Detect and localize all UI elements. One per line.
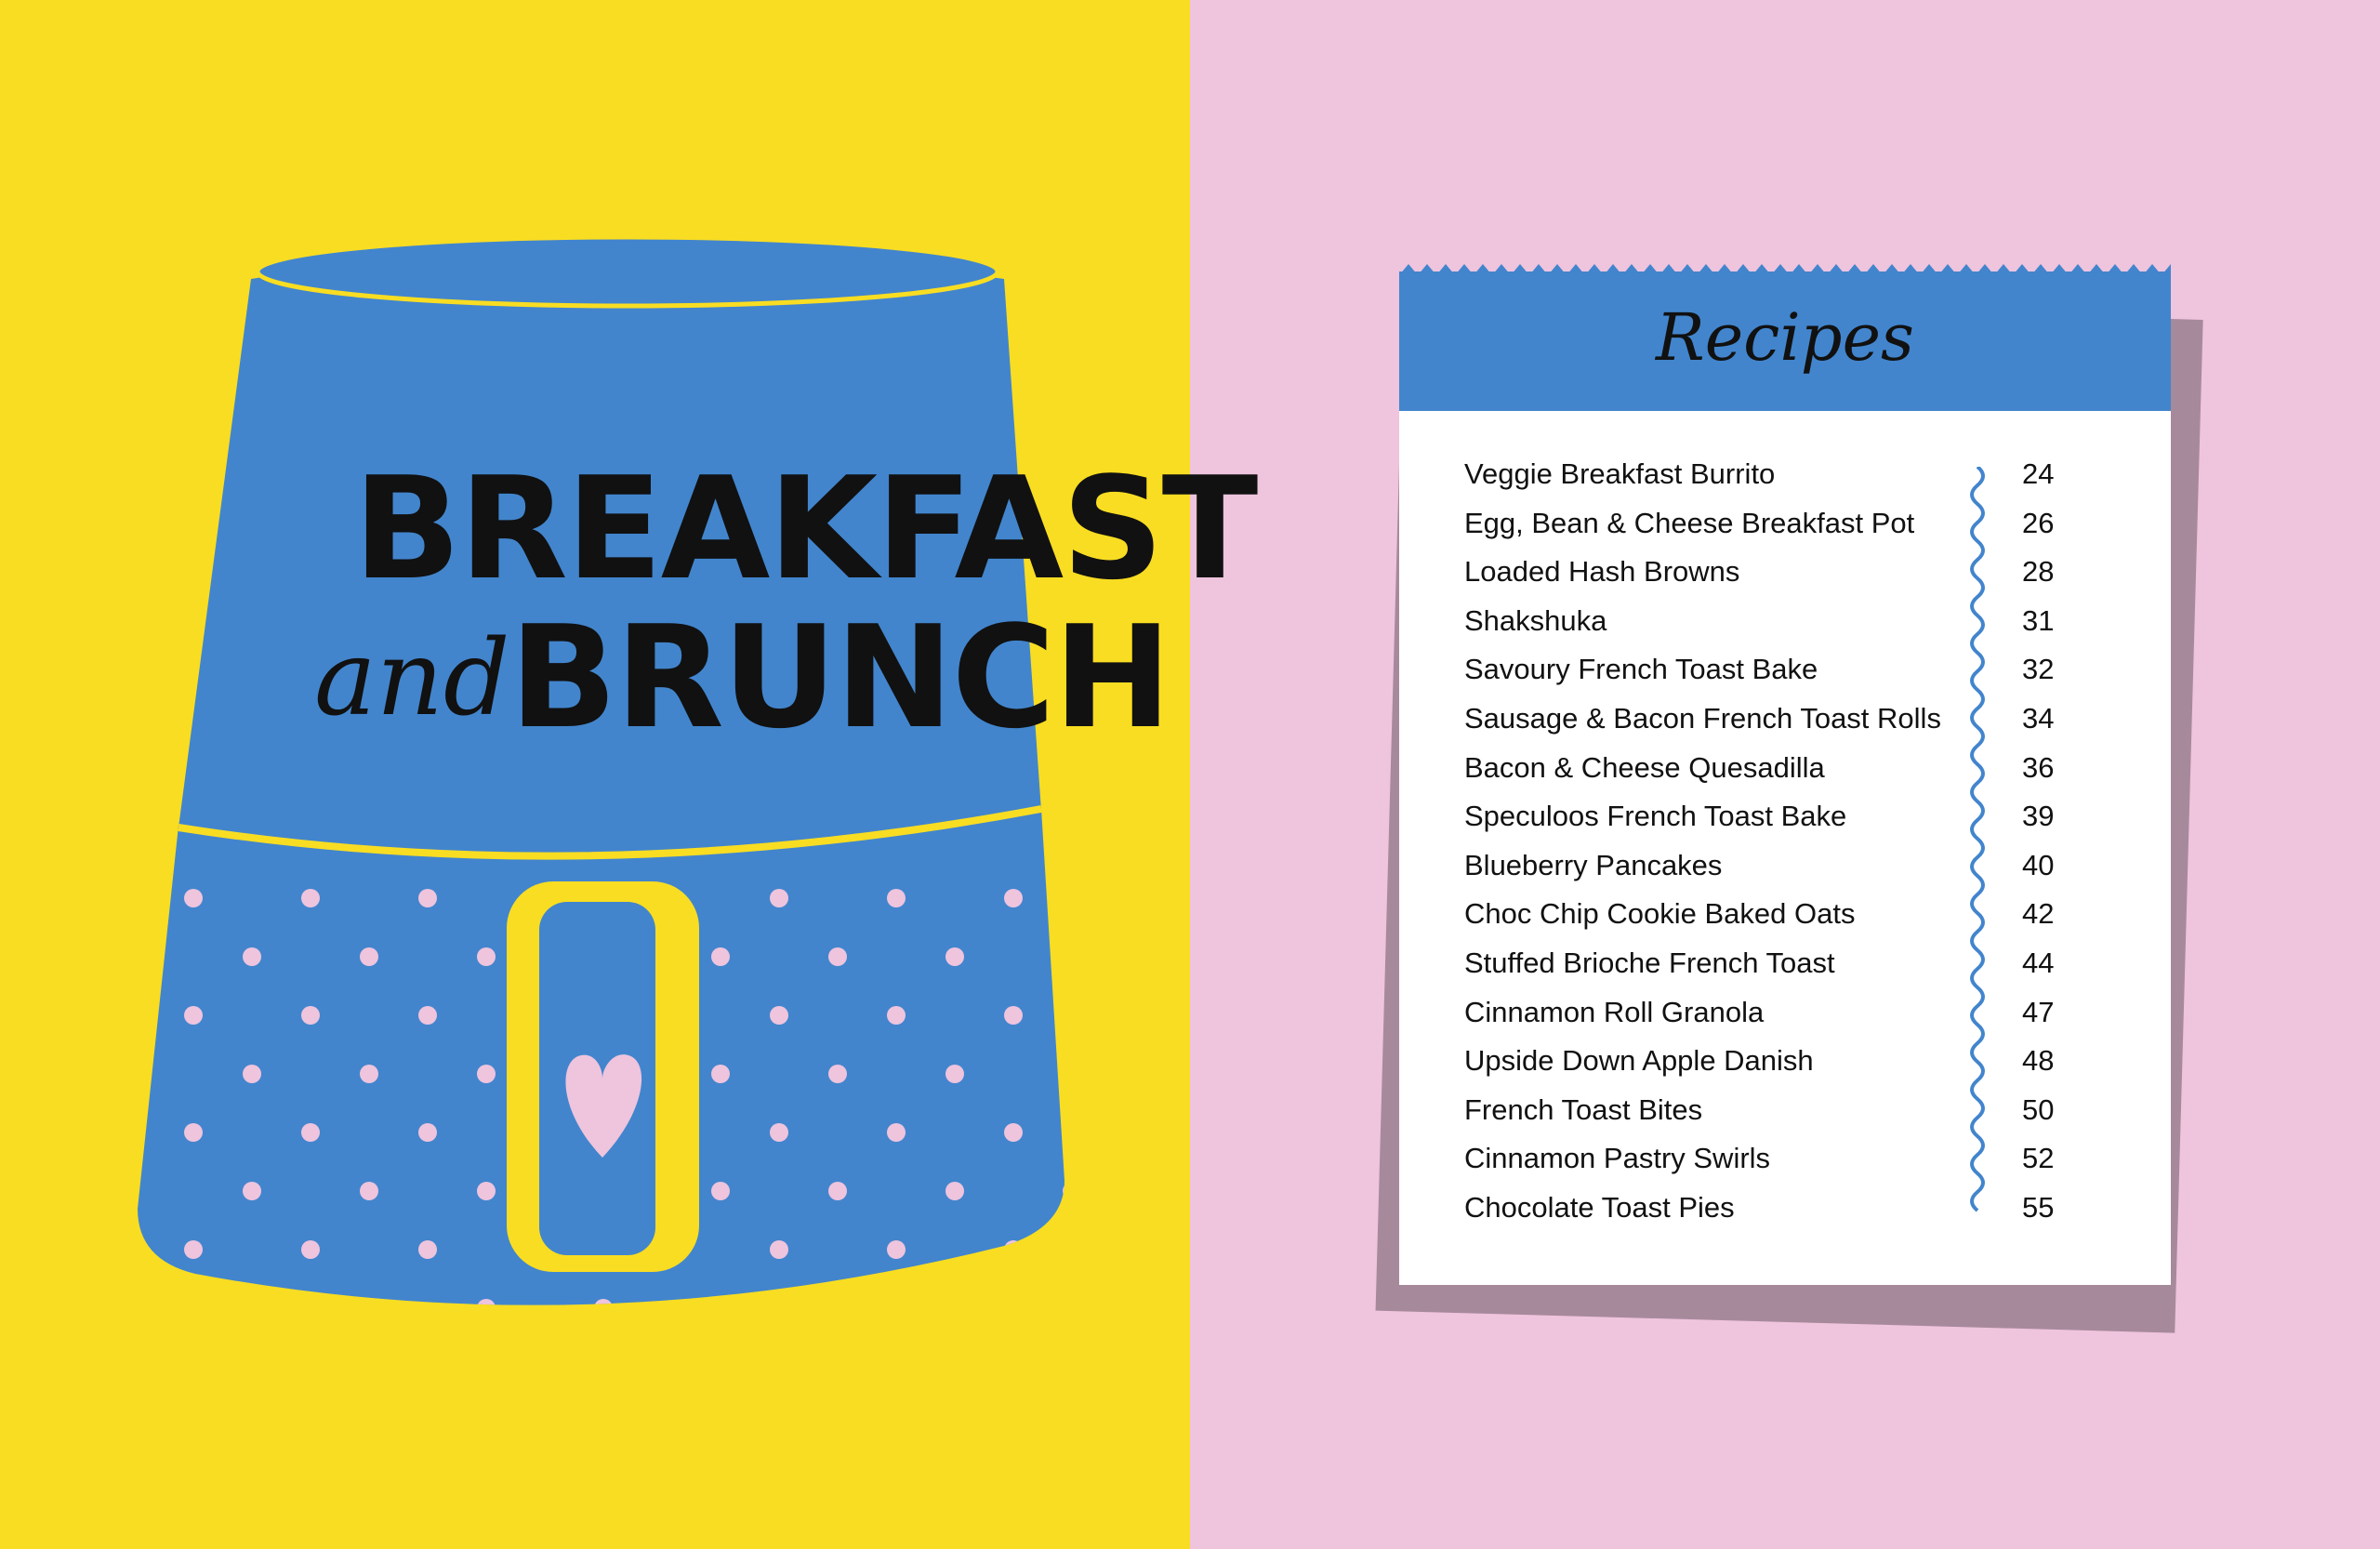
recipe-name: Cinnamon Pastry Swirls — [1464, 1142, 1771, 1175]
recipe-list-item — [1464, 1044, 2115, 1093]
recipe-list-item — [1464, 507, 2115, 556]
recipe-name: Stuffed Brioche French Toast — [1464, 946, 1835, 979]
recipe-page-number: 39 — [2022, 800, 2055, 833]
cover-title-brunch: BRUNCH — [509, 595, 1170, 760]
recipe-name: Choc Chip Cookie Baked Oats — [1464, 897, 1856, 931]
recipe-name: Cinnamon Roll Granola — [1464, 995, 1765, 1028]
wavy-divider — [1966, 467, 1994, 1229]
recipe-name: Blueberry Pancakes — [1464, 848, 1723, 881]
recipe-list-item — [1464, 702, 2115, 751]
recipe-page-number: 36 — [2022, 750, 2055, 784]
recipe-name: Egg, Bean & Cheese Breakfast Pot — [1464, 506, 1915, 539]
recipe-name: Upside Down Apple Danish — [1464, 1044, 1814, 1078]
recipe-list-item — [1464, 849, 2115, 898]
recipe-list-item — [1464, 653, 2115, 702]
recipe-name: Shakshuka — [1464, 603, 1607, 637]
recipe-name: French Toast Bites — [1464, 1092, 1703, 1126]
recipe-page-number: 31 — [2022, 603, 2055, 637]
recipes-card — [1399, 271, 2171, 1285]
fryer-lid — [258, 237, 998, 306]
recipe-page-number: 34 — [2022, 701, 2055, 735]
recipe-page-number: 24 — [2022, 457, 2055, 490]
recipe-page-number: 42 — [2022, 897, 2055, 931]
recipe-list-item — [1464, 996, 2115, 1045]
recipe-name: Bacon & Cheese Quesadilla — [1464, 750, 1825, 784]
recipe-list-item — [1464, 1191, 2115, 1240]
recipe-list-item — [1464, 800, 2115, 849]
recipe-page-number: 55 — [2022, 1190, 2055, 1224]
recipe-name: Savoury French Toast Bake — [1464, 653, 1818, 686]
recipe-list-item — [1464, 751, 2115, 801]
recipe-name: Speculoos French Toast Bake — [1464, 800, 1847, 833]
recipe-list-item — [1464, 555, 2115, 604]
recipe-page-number: 48 — [2022, 1044, 2055, 1078]
recipe-page-number: 44 — [2022, 946, 2055, 979]
recipe-list-item — [1464, 1142, 2115, 1191]
cover-title-breakfast: BREAKFAST — [353, 446, 1257, 611]
recipe-page-number: 32 — [2022, 653, 2055, 686]
cover-title-and: and — [314, 618, 510, 739]
recipe-name: Sausage & Bacon French Toast Rolls — [1464, 701, 1941, 735]
recipe-list-item — [1464, 457, 2115, 507]
recipe-list-item — [1464, 1093, 2115, 1143]
recipe-list — [1464, 457, 2115, 1240]
recipe-page-number: 47 — [2022, 995, 2055, 1028]
card-title: Recipes — [1656, 299, 1914, 376]
recipe-page-number: 52 — [2022, 1142, 2055, 1175]
recipe-list-item — [1464, 604, 2115, 654]
recipe-name: Loaded Hash Browns — [1464, 555, 1740, 589]
recipe-name: Chocolate Toast Pies — [1464, 1190, 1735, 1224]
recipe-page-number: 50 — [2022, 1092, 2055, 1126]
recipe-page-number: 28 — [2022, 555, 2055, 589]
recipe-list-item — [1464, 947, 2115, 996]
card-header — [1399, 271, 2171, 411]
recipe-page-number: 26 — [2022, 506, 2055, 539]
recipe-list-item — [1464, 897, 2115, 947]
recipe-name: Veggie Breakfast Burrito — [1464, 457, 1776, 490]
recipe-page-number: 40 — [2022, 848, 2055, 881]
